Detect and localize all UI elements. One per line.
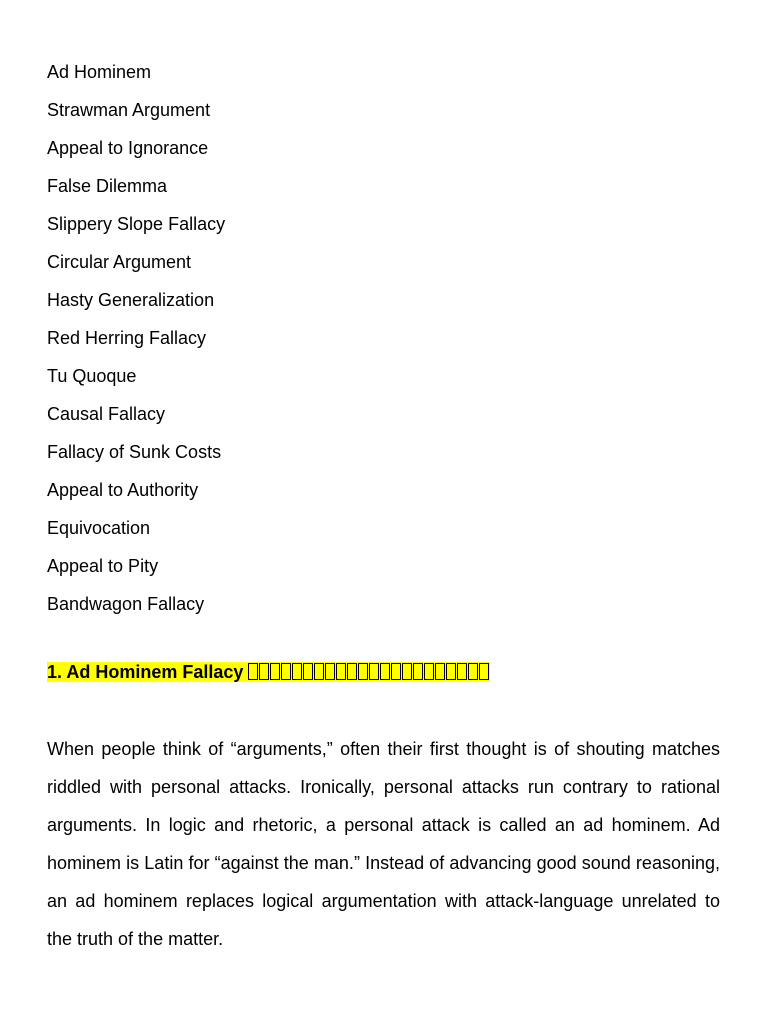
list-item: Bandwagon Fallacy [47,594,205,614]
list-item: Red Herring Fallacy [47,328,207,348]
missing-glyph-box [479,663,489,680]
missing-glyph-box [248,663,258,680]
list-item: Fallacy of Sunk Costs [47,442,222,462]
missing-glyph-box [314,663,324,680]
fallacy-list [47,53,225,623]
heading-text: 1. Ad Hominem Fallacy [47,662,244,682]
list-item: Strawman Argument [47,100,211,120]
missing-glyph-box [259,663,269,680]
section-heading [47,659,490,685]
list-item: Slippery Slope Fallacy [47,214,226,234]
list-item: Equivocation [47,518,151,538]
list-item: Appeal to Authority [47,480,199,500]
missing-glyph-box [358,663,368,680]
missing-glyphs [248,662,490,682]
list-item: Tu Quoque [47,366,137,386]
missing-glyph-box [292,663,302,680]
missing-glyph-box [446,663,456,680]
list-item: Causal Fallacy [47,404,166,424]
missing-glyph-box [402,663,412,680]
missing-glyph-box [325,663,335,680]
list-item: Appeal to Pity [47,556,159,576]
missing-glyph-box [413,663,423,680]
missing-glyph-box [380,663,390,680]
missing-glyph-box [391,663,401,680]
missing-glyph-box [369,663,379,680]
list-item: Circular Argument [47,252,192,272]
body-paragraph: When people think of “arguments,” often their first thought is of shouting matches riddled with personal attacks. Ironically, personal attacks run contrary to rational arguments. In logic and rhetoric, a personal attack is called an ad hominem. Ad hominem is Latin for “against the man.” Instead of advancing good sound reasoning, an ad hominem replaces logical argumentation with attack-language unrelated to the truth of the matter. [47,739,720,949]
missing-glyph-box [336,663,346,680]
list-item: False Dilemma [47,176,168,196]
missing-glyph-box [435,663,445,680]
missing-glyph-box [270,663,280,680]
missing-glyph-box [468,663,478,680]
highlighted-heading [47,662,490,682]
missing-glyph-box [281,663,291,680]
list-item: Appeal to Ignorance [47,138,209,158]
list-item: Ad Hominem [47,62,152,82]
missing-glyph-box [303,663,313,680]
list-item: Hasty Generalization [47,290,215,310]
missing-glyph-box [457,663,467,680]
missing-glyph-box [424,663,434,680]
missing-glyph-box [347,663,357,680]
